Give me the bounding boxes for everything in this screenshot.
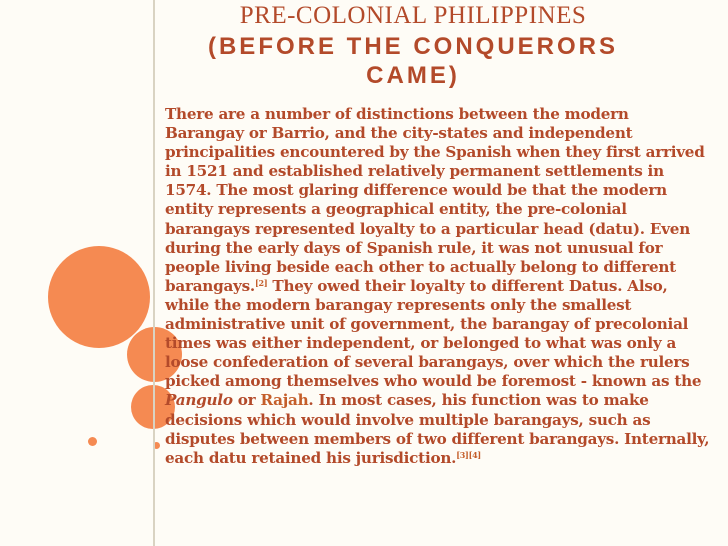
term-pangulo: Pangulo — [165, 391, 233, 410]
title-line-2: (BEFORE THE CONQUERORS — [207, 33, 618, 60]
slide-title — [158, 0, 668, 90]
vertical-divider — [153, 0, 155, 546]
body-part-2: They owed their loyalty to different Datus. Also, while the modern barangay represents only the smallest administrative unit of government, the barangay of precolonial times was either independent, or belonged to what was only a loose confederation of several barangays, over which the rulers picked among themselves who would be foremost - known as the — [165, 276, 702, 391]
decorative-circle-large — [48, 246, 150, 348]
decorative-circle-tiny — [88, 437, 97, 446]
footnote-ref-2[interactable]: [2] — [254, 277, 268, 288]
body-part-3: . In most cases, his function was to make decisions which would involve multiple barangays, such as disputes between members of two different barangays. Internally, each datu retained his jurisdiction. — [165, 391, 710, 467]
rajah-link[interactable]: Rajah — [260, 391, 309, 410]
body-part-1: There are a number of distinctions between the modern Barangay or Barrio, and the city-states and independent principalities encountered by the Spanish when they first arrived in 1521 and established relatively permanent settlements in 1574. The most glaring difference would be that the modern entity represents a geographical entity, the pre-colonial barangays represented loyalty to a particular head (datu). Even during the early days of Spanish rule, it was not unusual for people living beside each other to actually belong to different barangays. — [165, 105, 705, 295]
slide-body — [165, 105, 710, 468]
body-or: or — [232, 391, 261, 410]
footnote-ref-3-4[interactable]: [3][4] — [456, 449, 481, 460]
title-line-3: CAME) — [366, 62, 460, 89]
title-line-1: PRE-COLONIAL PHILIPPINES — [239, 2, 587, 29]
